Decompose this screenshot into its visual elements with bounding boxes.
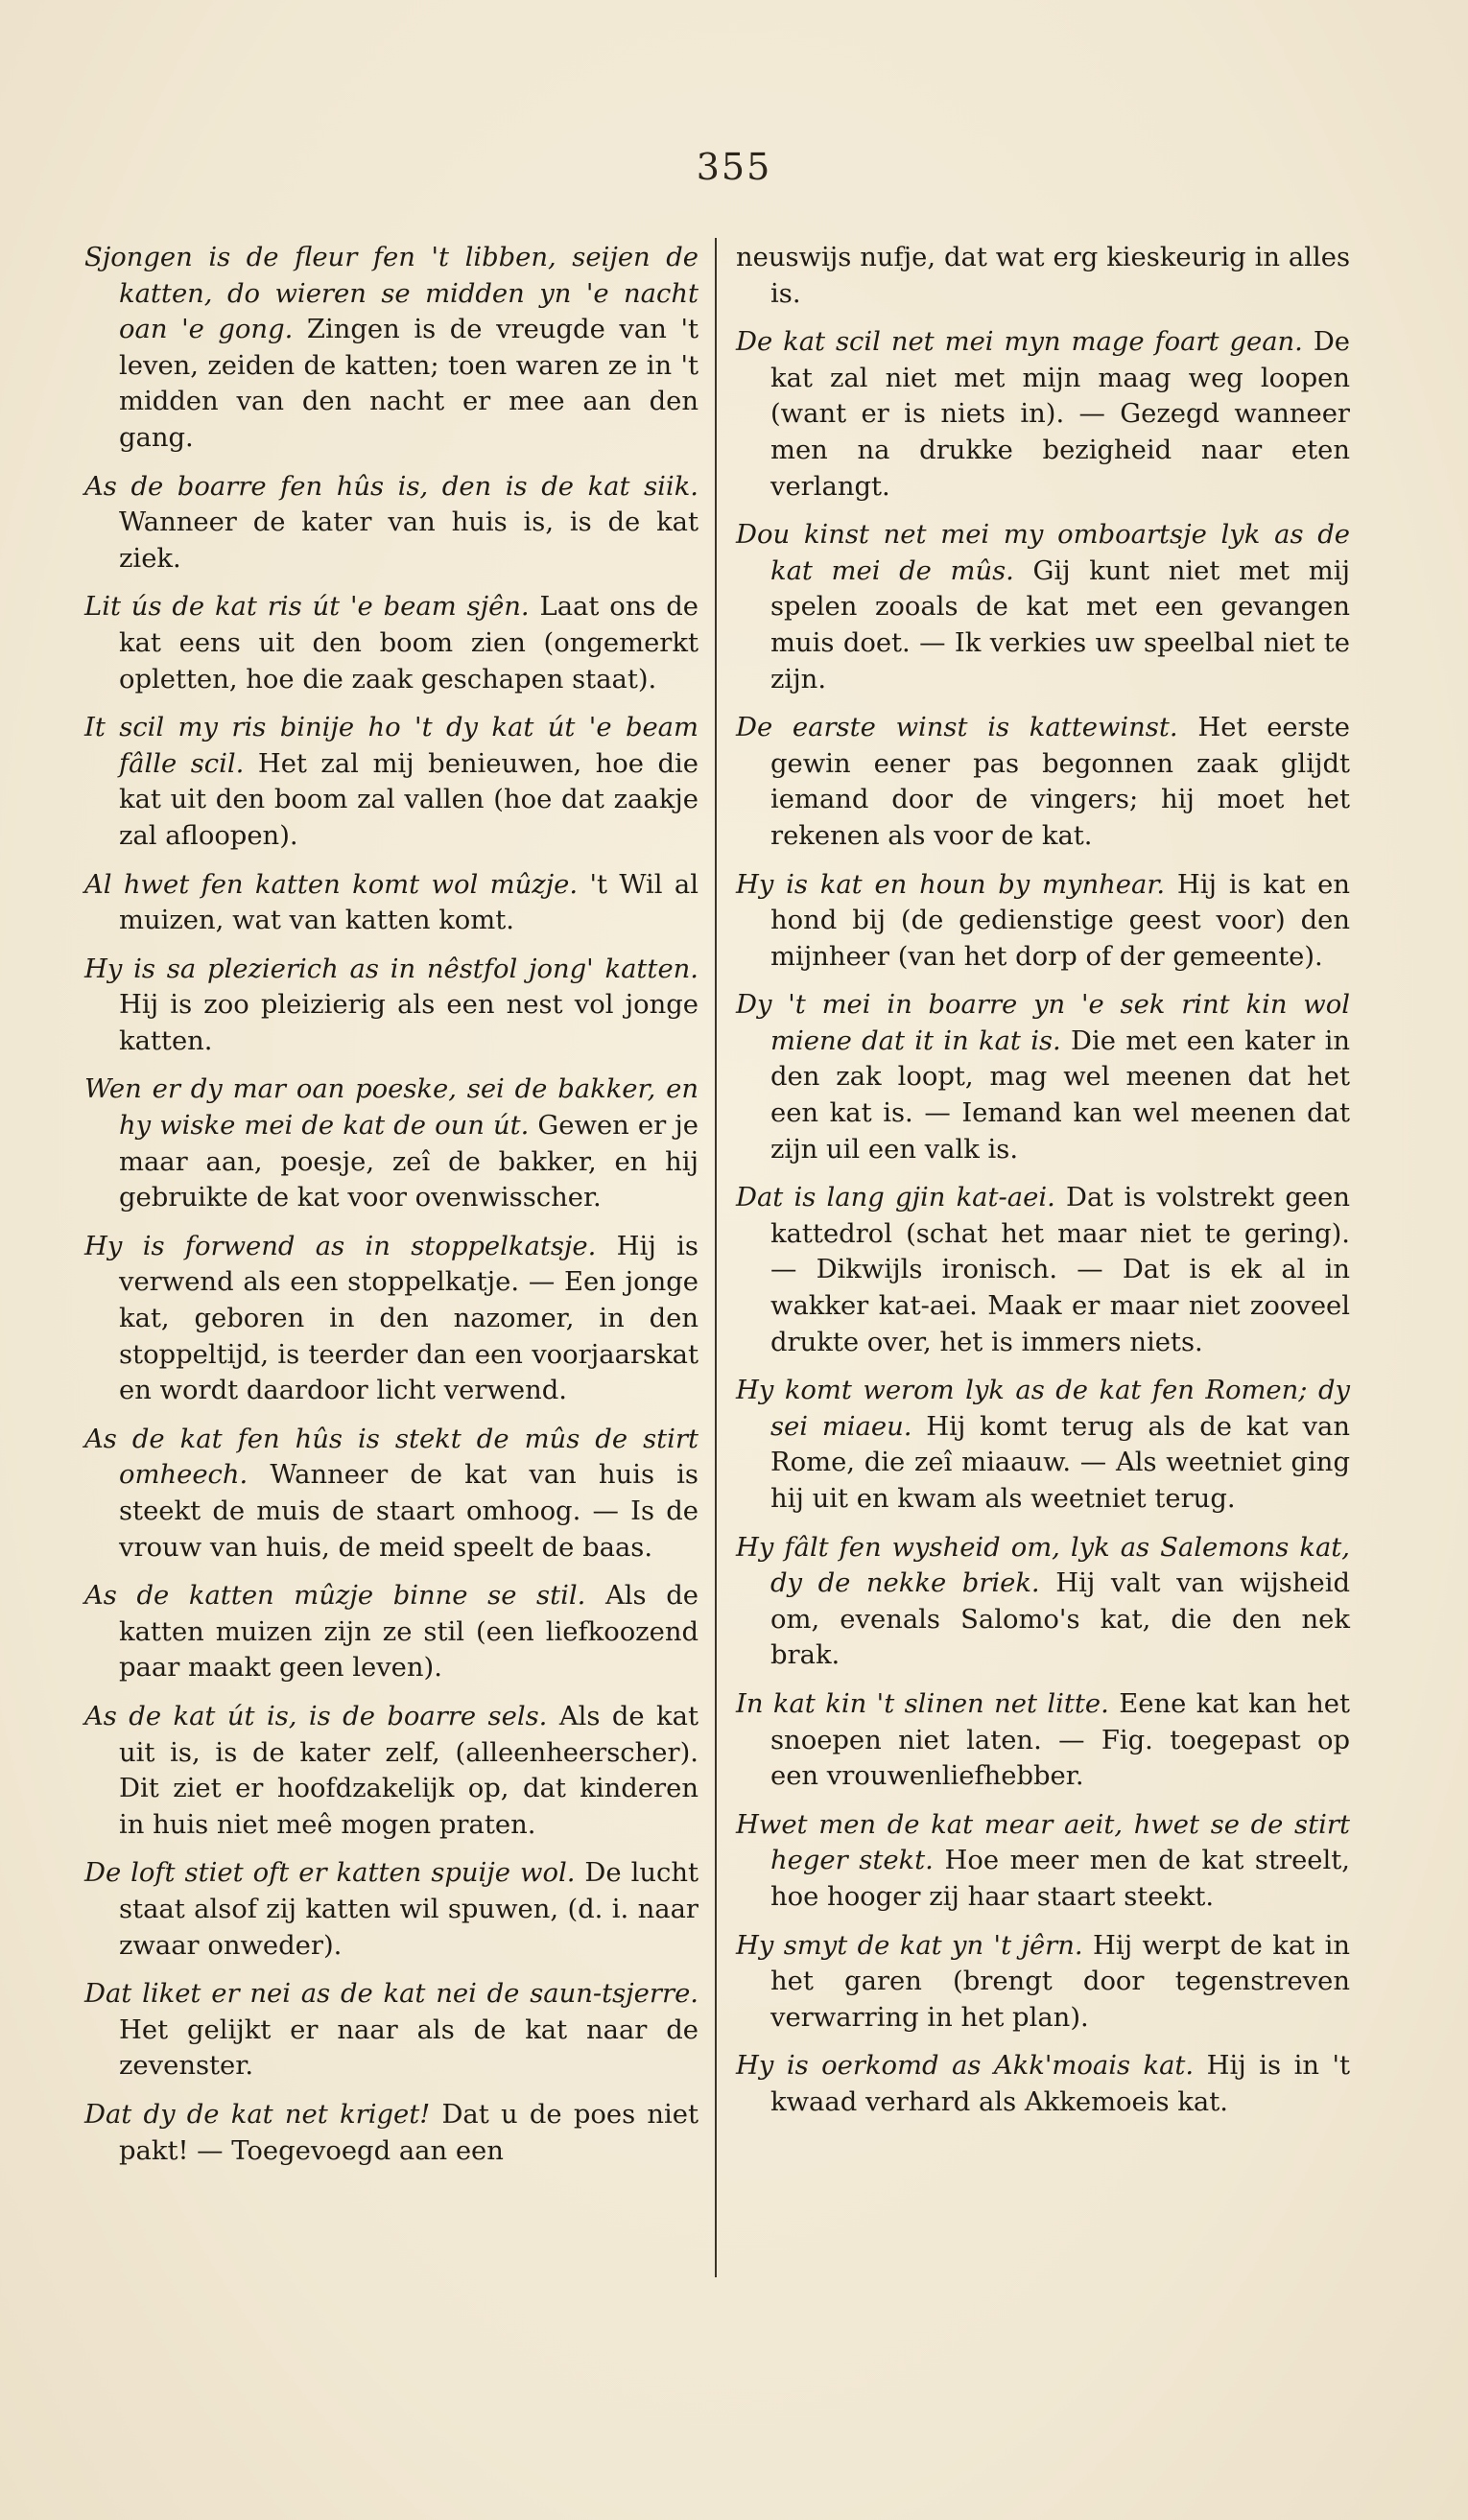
proverb-entry [84,710,698,854]
right-column [736,240,1350,2133]
proverb-translation: Hoe meer men de kat streelt, hoe hooger zij haar staart steekt. [770,1846,1350,1912]
proverb-frisian: Dou kinst net mei my omboartsje lyk as de kat mei de mûs. [736,520,1350,586]
proverb-frisian: Hy is sa plezierich as in nêstfol jong' katten. [84,954,698,984]
proverb-translation: Hij is verwend als een stoppelkatje. — Een jonge kat, geboren in den nazomer, in den stoppeltijd, is teerder dan een voorjaarskat en wordt daardoor licht verwend. [119,1231,698,1406]
proverb-frisian: As de kat út is, is de boarre sels. [84,1701,548,1731]
proverb-entry [736,1180,1350,1360]
proverb-frisian: Hy fâlt fen wysheid om, lyk as Salemons kat, dy de nekke briek. [736,1532,1350,1599]
proverb-entry [736,1686,1350,1795]
proverb-entry [736,517,1350,697]
proverb-translation: De kat zal niet met mijn maag weg loopen (want er is niets in). — Gezegd wanneer men na drukke bezigheid naar eten verlangt. [770,327,1350,502]
proverb-translation: Eene kat kan het snoepen niet laten. — Fig. toegepast op een vrouwenliefhebber. [770,1688,1350,1792]
proverb-entry [84,1578,698,1686]
page-number: 355 [696,146,772,188]
proverb-frisian: Dat dy de kat net kriget! [84,2099,431,2130]
proverb-entry [84,1699,698,1843]
proverb-frisian: Lit ús de kat ris út 'e beam sjên. [84,592,530,623]
proverb-entry [736,1928,1350,2037]
proverb-translation: Het zal mij benieuwen, hoe die kat uit den boom zal vallen (hoe dat zaakje zal afloopen). [119,748,698,851]
proverb-entry [736,2048,1350,2120]
proverb-translation: Zingen is de vreugde van 't leven, zeiden de katten; toen waren ze in 't midden van den nacht er mee aan den gang. [119,315,698,453]
proverb-translation: Hij is zoo pleizierig als een nest vol jonge katten. [119,990,698,1056]
proverb-entry [84,240,698,457]
proverb-entry [736,987,1350,1167]
proverb-translation: Als de katten muizen zijn ze stil (een liefkoozend paar maakt geen leven). [119,1581,698,1684]
proverb-translation: Wanneer de kater van huis is, is de kat ziek. [119,507,698,574]
proverb-frisian: Hy is forwend as in stoppelkatsje. [84,1231,597,1261]
proverb-frisian: Wen er dy mar oan poeske, sei de bakker, en hy wiske mei de kat de oun út. [84,1074,698,1142]
proverb-entry [84,867,698,939]
proverb-translation: 't Wil al muizen, wat van katten komt. [119,869,698,936]
proverb-translation: De lucht staat alsof zij katten wil spuwen, (d. i. naar zwaar onweder). [119,1858,698,1961]
proverb-entry [736,1530,1350,1674]
proverb-frisian: As de katten mûzje binne se stil. [84,1581,586,1612]
proverb-entry [736,324,1350,505]
proverb-frisian: In kat kin 't slinen net litte. [736,1688,1109,1719]
proverb-frisian: Hwet men de kat mear aeit, hwet se de stirt heger stekt. [736,1809,1350,1876]
proverb-translation: Gewen er je maar aan, poesje, zeî de bakker, en hij gebruikte de kat voor ovenwisscher. [119,1111,698,1213]
proverb-entry [736,1373,1350,1517]
proverb-frisian: Hy komt werom lyk as de kat fen Romen; dy sei miaeu. [736,1376,1350,1442]
proverb-translation: Hij is in 't kwaad verhard als Akkemoeis kat. [770,2051,1350,2117]
proverb-translation: Die met een kater in den zak loopt, mag wel meenen dat het een kat is. — Iemand kan wel meenen dat zijn uil een valk is. [770,1025,1350,1165]
proverb-frisian: Dy 't mei in boarre yn 'e sek rint kin wol miene dat it in kat is. [736,990,1350,1056]
proverb-translation: Gij kunt niet met mij spelen zooals de kat met een gevangen muis doet. — Ik verkies uw speelbal niet te zijn. [770,555,1350,695]
proverb-translation: Als de kat uit is, is de kater zelf, (alleenheerscher). Dit ziet er hoofdzakelijk op, dat kinderen in huis niet meê mogen praten. [119,1701,698,1840]
column-divider [715,238,717,2277]
proverb-entry [84,1422,698,1566]
proverb-entry [84,469,698,577]
proverb-translation: Laat ons de kat eens uit den boom zien (ongemerkt opletten, hoe die zaak geschapen staat). [119,592,698,695]
proverb-entry [736,710,1350,854]
proverb-frisian: As de kat fen hûs is stekt de mûs de stirt omheech. [84,1424,698,1491]
proverb-frisian: Al hwet fen katten komt wol mûzje. [84,869,579,900]
proverb-translation: Hij is kat en hond bij (de gedienstige geest voor) den mijnheer (van het dorp of der gemeente). [770,869,1350,972]
proverb-frisian: De kat scil net mei myn mage foart gean. [736,327,1303,358]
proverb-translation: Dat is volstrekt geen kattedrol (schat het maar niet te gering). — Dikwijls ironisch. — Dat is ek al in wakker kat-aei. Maak er maar niet zooveel drukte over, het is immers niets. [770,1183,1350,1357]
proverb-entry [84,1072,698,1215]
proverb-entry [736,867,1350,976]
proverb-frisian: Dat is lang gjin kat-aei. [736,1183,1055,1213]
proverb-frisian: Hy smyt de kat yn 't jêrn. [736,1930,1083,1961]
proverb-translation: neuswijs nufje, dat wat erg kieskeurig in alles is. [736,243,1350,309]
proverb-entry [84,589,698,697]
proverb-translation: Hij werpt de kat in het garen (brengt door tegenstreven verwarring in het plan). [770,1930,1350,2033]
proverb-translation: Hij komt terug als de kat van Rome, die zeî miaauw. — Als weetniet ging hij uit en kwam als weetniet terug. [770,1411,1350,1514]
proverb-frisian: Sjongen is de fleur fen 't libben, seijen de katten, do wieren se midden yn 'e nacht oan 'e gong. [84,243,698,345]
proverb-translation: Dat u de poes niet pakt! — Toegevoegd aan een [119,2099,698,2166]
proverb-entry [84,1976,698,2084]
proverb-translation: Het eerste gewin eener pas begonnen zaak glijdt iemand door de vingers; hij moet het rekenen als voor de kat. [770,713,1350,851]
proverb-entry [84,2097,698,2169]
proverb-frisian: As de boarre fen hûs is, den is de kat siik. [84,471,698,502]
proverb-frisian: Hy is oerkomd as Akk'moais kat. [736,2051,1195,2082]
proverb-frisian: Dat liket er nei as de kat nei de saun-tsjerre. [84,1979,698,2010]
proverb-entry [736,240,1350,312]
proverb-frisian: De loft stiet oft er katten spuije wol. [84,1858,576,1889]
proverb-entry [84,1855,698,1964]
proverb-frisian: Hy is kat en houn by mynhear. [736,869,1166,900]
left-column [84,240,698,2181]
proverb-translation: Wanneer de kat van huis is steekt de muis de staart omhoog. — Is de vrouw van huis, de meid speelt de baas. [119,1460,698,1563]
proverb-entry [84,1229,698,1409]
proverb-entry [736,1807,1350,1916]
proverb-translation: Hij valt van wijsheid om, evenals Salomo's kat, die den nek brak. [770,1568,1350,1671]
proverb-frisian: It scil my ris binije ho 't dy kat út 'e beam fâlle scil. [84,713,698,779]
proverb-translation: Het gelijkt er naar als de kat naar de zevenster. [119,2014,698,2082]
proverb-frisian: De earste winst is kattewinst. [736,713,1178,743]
proverb-entry [84,952,698,1060]
